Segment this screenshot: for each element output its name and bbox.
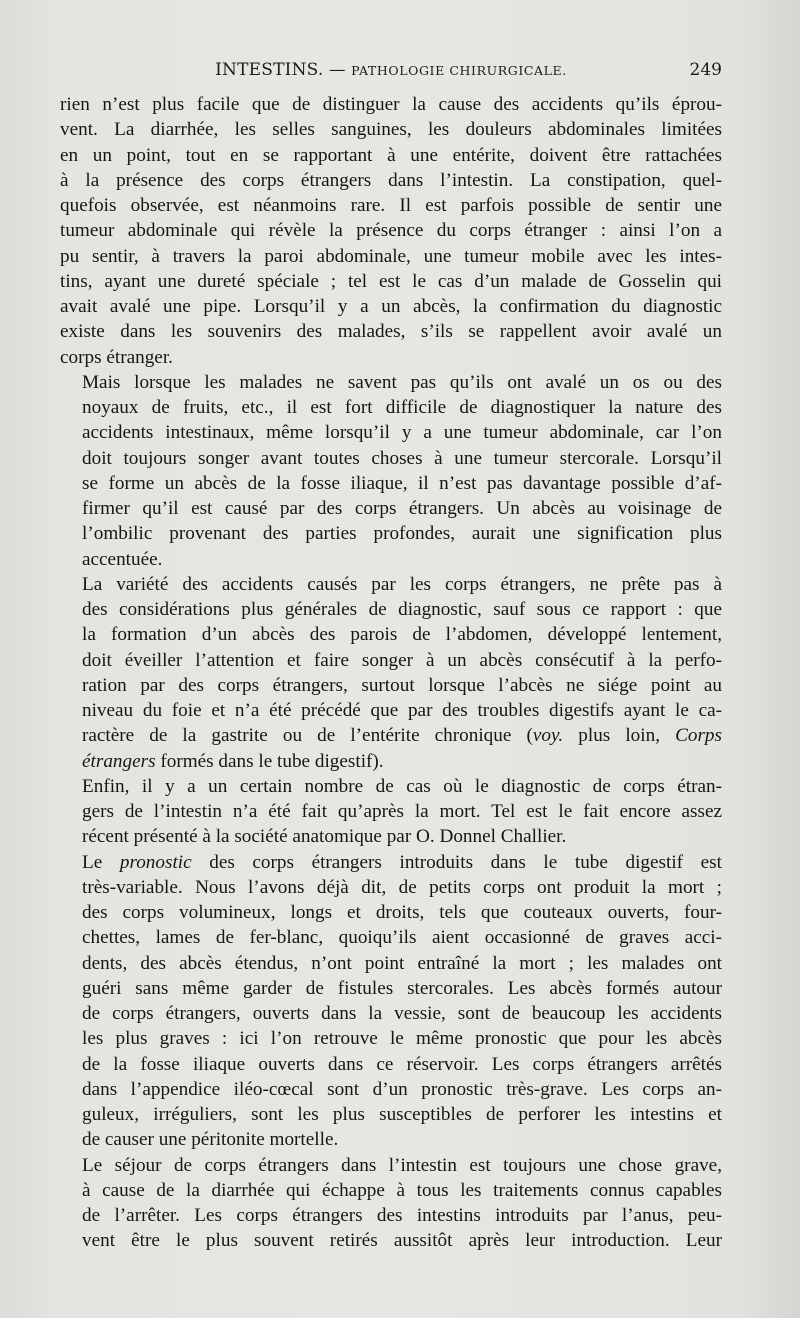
text-line: Mais lorsque les malades ne savent pas qu’ils ont avalé un os ou des xyxy=(82,371,722,393)
text-line: niveau du foie et n’a été précédé que par des troubles digestifs ayant le ca- xyxy=(82,700,722,721)
text-line: les plus graves : ici l’on retrouve le même pronostic que pour les abcès xyxy=(82,1028,722,1050)
text-line: Enfin, il y a un certain nombre de cas où le diagnostic de corps étran- xyxy=(82,775,722,797)
text-run-italic: étrangers xyxy=(82,750,156,772)
text-run: Le xyxy=(82,851,120,873)
text-line: de l’arrêter. Les corps étrangers des intestins introduits par l’anus, peu- xyxy=(82,1205,722,1226)
running-title-main: INTESTINS. xyxy=(215,60,324,80)
text-line: accidents intestinaux, même lorsqu’il y a une tumeur abdominale, car l’on xyxy=(82,422,722,444)
text-line: dans l’appendice iléo-cœcal sont d’un pronostic très-grave. Les corps an- xyxy=(82,1078,722,1100)
running-title xyxy=(60,60,722,80)
text-line: vent être le plus souvent retirés aussitôt après leur introduction. Leur xyxy=(82,1230,722,1252)
text-line: se forme un abcès de la fosse iliaque, il n’est pas davantage possible d’af- xyxy=(82,472,722,494)
text-line: ration par des corps étrangers, surtout lorsque l’abcès ne siége point au xyxy=(82,674,722,696)
text-line: existe dans les souvenirs des malades, s’ils se rappellent avoir avalé un xyxy=(60,321,722,343)
text-run: formés dans le tube digestif). xyxy=(155,750,384,772)
text-line: chettes, lames de fer-blanc, quoiqu’ils aient occasionné de graves acci- xyxy=(82,927,722,949)
text-line: La variété des accidents causés par les corps étrangers, ne prête pas à xyxy=(82,573,722,595)
text-run-italic: pronostic xyxy=(119,851,192,873)
text-line: la formation d’un abcès des parois de l’abdomen, développé lentement, xyxy=(82,624,722,646)
text-line: de la fosse iliaque ouverts dans ce réservoir. Les corps étrangers arrêtés xyxy=(82,1053,722,1075)
text-line: noyaux de fruits, etc., il est fort difficile de diagnostiquer la nature des xyxy=(82,397,722,418)
text-line: doit toujours songer avant toutes choses à une tumeur stercorale. Lorsqu’il xyxy=(82,447,722,469)
running-title-dash: — xyxy=(328,60,346,79)
text-run: ractère de la gastrite ou de l’entérite chronique ( xyxy=(82,725,533,747)
body-text xyxy=(60,92,722,1254)
paragraph xyxy=(60,850,722,1153)
text-line: corps étranger. xyxy=(60,346,173,368)
text-line: firmer qu’il est causé par des corps étrangers. Un abcès au voisinage de xyxy=(82,498,722,519)
paragraph xyxy=(60,1153,722,1254)
paragraph xyxy=(60,572,722,774)
text-run-italic: Corps xyxy=(675,725,722,747)
text-line: en un point, tout en se rapportant à une entérite, doivent être rattachées xyxy=(60,144,722,166)
paragraph xyxy=(60,92,722,370)
paragraph xyxy=(60,370,722,572)
text-line xyxy=(60,749,722,774)
text-line: des corps volumineux, longs et droits, tels que couteaux ouverts, four- xyxy=(82,902,722,923)
text-line: gers de l’intestin n’a été fait qu’après la mort. Tel est le fait encore assez xyxy=(82,801,722,822)
text-line: à la présence des corps étrangers dans l’intestin. La constipation, quel- xyxy=(60,169,722,191)
text-line: de corps étrangers, ouverts dans la vessie, sont de beaucoup les accidents xyxy=(82,1003,722,1024)
text-run: plus loin, xyxy=(563,725,676,747)
text-line: pu sentir, à travers la paroi abdominale, une tumeur mobile avec les intes- xyxy=(60,245,722,267)
text-line: de causer une péritonite mortelle. xyxy=(82,1129,339,1151)
text-run: des corps étrangers introduits dans le tube digestif est xyxy=(191,851,722,873)
text-line: tumeur abdominale qui révèle la présence du corps étranger : ainsi l’on a xyxy=(60,220,722,242)
page-number: 249 xyxy=(689,60,722,80)
text-line: tins, ayant une dureté spéciale ; tel est le cas d’un malade de Gosselin qui xyxy=(60,270,722,292)
text-line xyxy=(60,850,722,875)
text-line: des considérations plus générales de diagnostic, sauf sous ce rapport : que xyxy=(82,599,722,620)
text-line: Le séjour de corps étrangers dans l’intestin est toujours une chose grave, xyxy=(82,1154,722,1176)
text-line: à cause de la diarrhée qui échappe à tous les traitements connus capables xyxy=(82,1179,722,1201)
text-line: récent présenté à la société anatomique par O. Donnel Challier. xyxy=(82,826,567,848)
running-title-sub: PATHOLOGIE CHIRURGICALE. xyxy=(351,63,567,78)
text-line xyxy=(60,723,722,748)
text-line: dents, des abcès étendus, n’ont point entraîné la mort ; les malades ont xyxy=(82,952,722,974)
text-line: avait avalé une pipe. Lorsqu’il y a un abcès, la confirmation du diagnostic xyxy=(60,296,722,317)
text-line: l’ombilic provenant des parties profondes, aurait une signification plus xyxy=(82,523,722,545)
text-line: doit éveiller l’attention et faire songer à un abcès consécutif à la perfo- xyxy=(82,649,722,671)
text-line: vent. La diarrhée, les selles sanguines, les douleurs abdominales limitées xyxy=(60,119,722,141)
text-line: quefois observée, est néanmoins rare. Il est parfois possible de sentir une xyxy=(60,195,722,216)
text-line: guéri sans même garder de fistules stercorales. Les abcès formés autour xyxy=(82,977,722,999)
text-line: rien n’est plus facile que de distinguer la cause des accidents qu’ils éprou- xyxy=(60,94,722,115)
text-line: guleux, irréguliers, sont les plus susceptibles de perforer les intestins et xyxy=(82,1104,722,1125)
text-line: accentuée. xyxy=(82,548,163,570)
running-header xyxy=(60,58,722,84)
text-line: très-variable. Nous l’avons déjà dit, de petits corps ont produit la mort ; xyxy=(82,876,722,898)
paragraph xyxy=(60,774,722,850)
text-run-italic: voy. xyxy=(532,725,564,747)
